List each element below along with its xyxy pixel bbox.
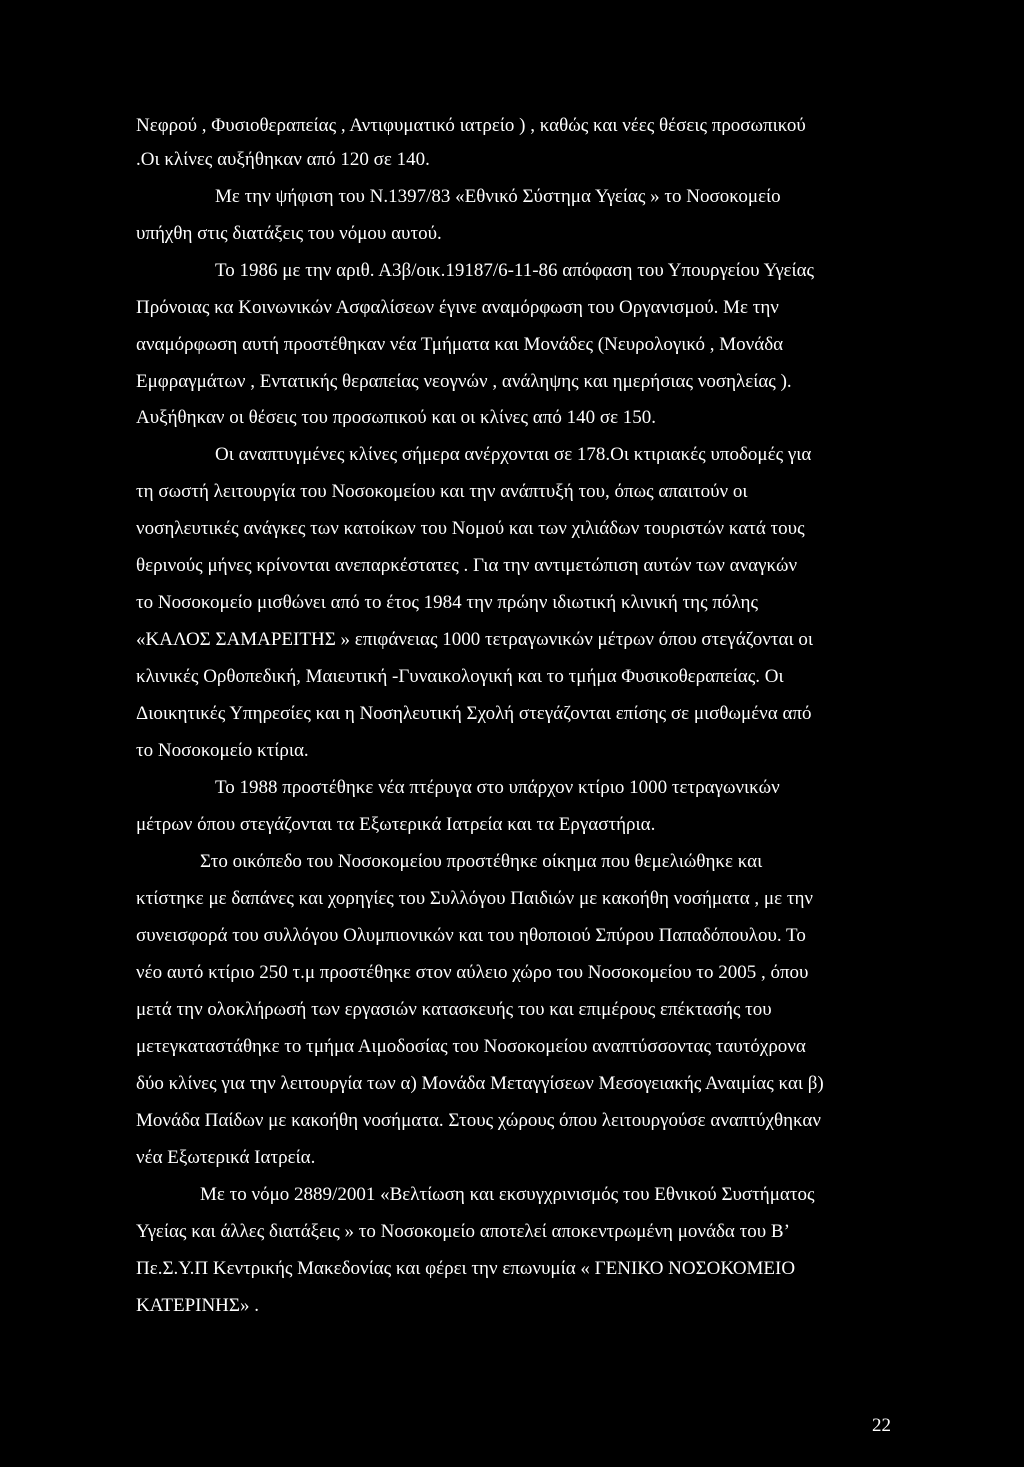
page-number: 22 bbox=[872, 1415, 891, 1436]
text-line: τη σωστή λειτουργία του Νοσοκομείου και την ανάπτυξή του, όπως απαιτούν οι bbox=[136, 481, 748, 502]
text-line: το Νοσοκομείο κτίρια. bbox=[136, 740, 309, 761]
text-line: κλινικές Ορθοπεδική, Μαιευτική -Γυναικολογική και το τμήμα Φυσικοθεραπείας. Οι bbox=[136, 666, 784, 687]
text-line: μετεγκαταστάθηκε το τμήμα Αιμοδοσίας του Νοσοκομείου αναπτύσσοντας ταυτόχρονα bbox=[136, 1036, 806, 1057]
text-line: Εμφραγμάτων , Εντατικής θεραπείας νεογνών , ανάληψης και ημερήσιας νοσηλείας ). bbox=[136, 371, 792, 392]
text-line: Το 1986 με την αριθ. Α3β/οικ.19187/6-11-86 απόφαση του Υπουργείου Υγείας bbox=[215, 260, 815, 281]
text-line: «ΚΑΛΟΣ ΣΑΜΑΡΕΙΤΗΣ » επιφάνειας 1000 τετραγωνικών μέτρων όπου στεγάζονται οι bbox=[136, 629, 813, 650]
text-line: κτίστηκε με δαπάνες και χορηγίες του Συλλόγου Παιδιών με κακοήθη νοσήματα , με την bbox=[136, 888, 813, 909]
text-line: το Νοσοκομείο μισθώνει από το έτος 1984 την πρώην ιδιωτική κλινική της πόλης bbox=[136, 592, 758, 613]
text-line: ΚΑΤΕΡΙΝΗΣ» . bbox=[136, 1295, 259, 1316]
text-line: Αυξήθηκαν οι θέσεις του προσωπικού και οι κλίνες από 140 σε 150. bbox=[136, 407, 657, 428]
text-line: Διοικητικές Υπηρεσίες και η Νοσηλευτική Σχολή στεγάζονται επίσης σε μισθωμένα από bbox=[136, 703, 812, 724]
text-line: νέο αυτό κτίριο 250 τ.μ προστέθηκε στον αύλειο χώρο του Νοσοκομείου το 2005 , όπου bbox=[136, 962, 809, 983]
text-line: .Οι κλίνες αυξήθηκαν από 120 σε 140. bbox=[136, 149, 430, 170]
text-line: αναμόρφωση αυτή προστέθηκαν νέα Τμήματα και Μονάδες (Νευρολογικό , Μονάδα bbox=[136, 334, 784, 355]
text-line: Υγείας και άλλες διατάξεις » το Νοσοκομείο αποτελεί αποκεντρωμένη μονάδα του Β’ bbox=[136, 1221, 790, 1242]
text-line: μέτρων όπου στεγάζονται τα Εξωτερικά Ιατρεία και τα Εργαστήρια. bbox=[136, 814, 656, 835]
text-line: νέα Εξωτερικά Ιατρεία. bbox=[136, 1147, 316, 1168]
text-line: Νεφρού , Φυσιοθεραπείας , Αντιφυματικό ιατρείο ) , καθώς και νέες θέσεις προσωπικού bbox=[136, 115, 806, 136]
text-line: θερινούς μήνες κρίνονται ανεπαρκέστατες . Για την αντιμετώπιση αυτών των αναγκών bbox=[136, 555, 798, 576]
text-line: Πρόνοιας κα Κοινωνικών Ασφαλίσεων έγινε αναμόρφωση του Οργανισμού. Με την bbox=[136, 297, 779, 318]
text-line: Μονάδα Παίδων με κακοήθη νοσήματα. Στους χώρους όπου λειτουργούσε αναπτύχθηκαν bbox=[136, 1110, 821, 1131]
text-line: συνεισφορά του συλλόγου Ολυμπιονικών και του ηθοποιού Σπύρου Παπαδόπουλου. Το bbox=[136, 925, 806, 946]
text-line: υπήχθη στις διατάξεις του νόμου αυτού. bbox=[136, 223, 442, 244]
text-line: νοσηλευτικές ανάγκες των κατοίκων του Νομού και των χιλιάδων τουριστών κατά τους bbox=[136, 518, 805, 539]
text-line: μετά την ολοκλήρωσή των εργασιών κατασκευής του και επιμέρους επέκτασής του bbox=[136, 999, 772, 1020]
text-line: Οι αναπτυγμένες κλίνες σήμερα ανέρχονται σε 178.Οι κτιριακές υποδομές για bbox=[215, 444, 812, 465]
text-line: Με το νόμο 2889/2001 «Βελτίωση και εκσυγχρινισμός του Εθνικού Συστήματος bbox=[200, 1184, 815, 1205]
text-line: δύο κλίνες για την λειτουργία των α) Μονάδα Μεταγγίσεων Μεσογειακής Αναιμίας και β) bbox=[136, 1073, 824, 1094]
text-line: Το 1988 προστέθηκε νέα πτέρυγα στο υπάρχον κτίριο 1000 τετραγωνικών bbox=[215, 777, 780, 798]
text-line: Πε.Σ.Υ.Π Κεντρικής Μακεδονίας και φέρει την επωνυμία « ΓΕΝΙΚΟ ΝΟΣΟΚΟΜΕΙΟ bbox=[136, 1258, 796, 1279]
text-line: Στο οικόπεδο του Νοσοκομείου προστέθηκε οίκημα που θεμελιώθηκε και bbox=[200, 851, 763, 872]
text-line: Με την ψήφιση του Ν.1397/83 «Εθνικό Σύστημα Υγείας » το Νοσοκομείο bbox=[215, 186, 781, 207]
